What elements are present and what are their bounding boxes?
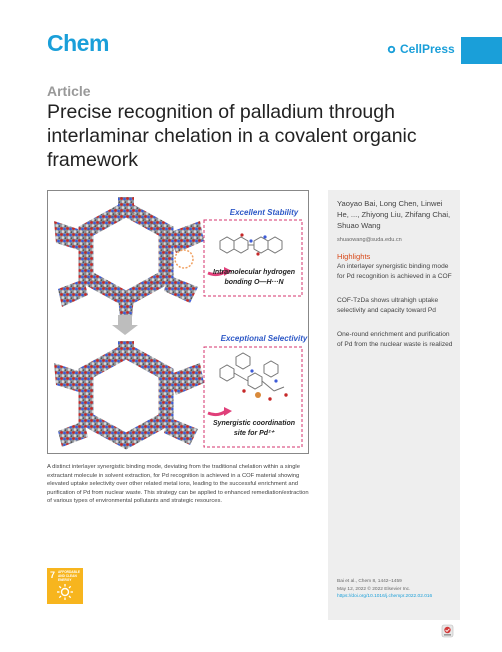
sdg-badge	[47, 568, 83, 604]
molecule-top	[220, 233, 282, 255]
sdg-number: 7	[50, 570, 56, 580]
publisher-name: CellPress	[400, 42, 455, 56]
publisher-logo	[386, 42, 455, 56]
journal-name: Chem	[47, 30, 109, 56]
cof-structure-top	[54, 197, 204, 317]
crossmark-icon[interactable]	[441, 624, 454, 638]
highlight-item: An interlayer synergistic binding mode for Pd recognition is achieved in a COF	[337, 263, 452, 280]
citation-block	[337, 578, 455, 601]
doi-link[interactable]: https://doi.org/10.1016/j.chempr.2022.02.016	[337, 594, 433, 599]
label-coord-line2: site for Pd²⁺	[233, 430, 275, 437]
cof-structure-bottom	[54, 341, 204, 447]
article-title: Precise recognition of palladium through interlaminar chelation in a covalent organic framework	[47, 101, 417, 171]
highlight-item: One-round enrichment and purification of Pd from the nuclear waste is realized	[337, 331, 453, 348]
arrow-bottom	[208, 411, 226, 415]
correspondence-email[interactable]: shuaowang@suda.edu.cn	[337, 237, 402, 243]
label-coord-line1: Synergistic coordination	[212, 420, 296, 427]
highlights-heading: Highlights	[337, 252, 371, 261]
citation-date: May 12, 2022 © 2022 Elsevier Inc.	[337, 586, 411, 592]
summary-text: A distinct interlayer synergistic binding mode, deviating from the traditional chelation within a single extractant molecule in solvent extraction, for Pd recognition is achieved in a COF material showing elevated uptake selectivity over other related metal ions, leading to the successful enrichment and purification of Pd from nuclear waste. This strategy can be applied to enhanced remediation/extraction of various types of environmental pollutants and strategic resources.	[47, 464, 309, 504]
cellpress-icon	[386, 44, 397, 55]
sdg-label: AFFORDABLE AND CLEAN ENERGY	[58, 570, 80, 582]
highlight-item: COF-TzDa shows ultrahigh uptake selectivity and capacity toward Pd	[337, 297, 439, 314]
graphical-abstract	[47, 190, 309, 454]
label-hbond-line1: Intramolecular hydrogen	[212, 269, 296, 276]
label-hbond-line2: bonding O—H···N	[224, 279, 284, 286]
label-exceptional-selectivity: Exceptional Selectivity	[220, 334, 308, 343]
molecule-bottom	[220, 353, 288, 401]
header-color-bar	[461, 37, 502, 64]
sun-icon	[56, 583, 74, 601]
graphical-abstract-figure	[48, 191, 308, 453]
article-type: Article	[47, 83, 91, 99]
author-list: Yaoyao Bai, Long Chen, Linwei He, ..., Zhiyong Liu, Zhifang Chai, Shuao Wang	[337, 199, 451, 230]
citation-reference: Bai et al., Chem 8, 1442–1459	[337, 579, 402, 584]
label-excellent-stability: Excellent Stability	[229, 208, 299, 217]
